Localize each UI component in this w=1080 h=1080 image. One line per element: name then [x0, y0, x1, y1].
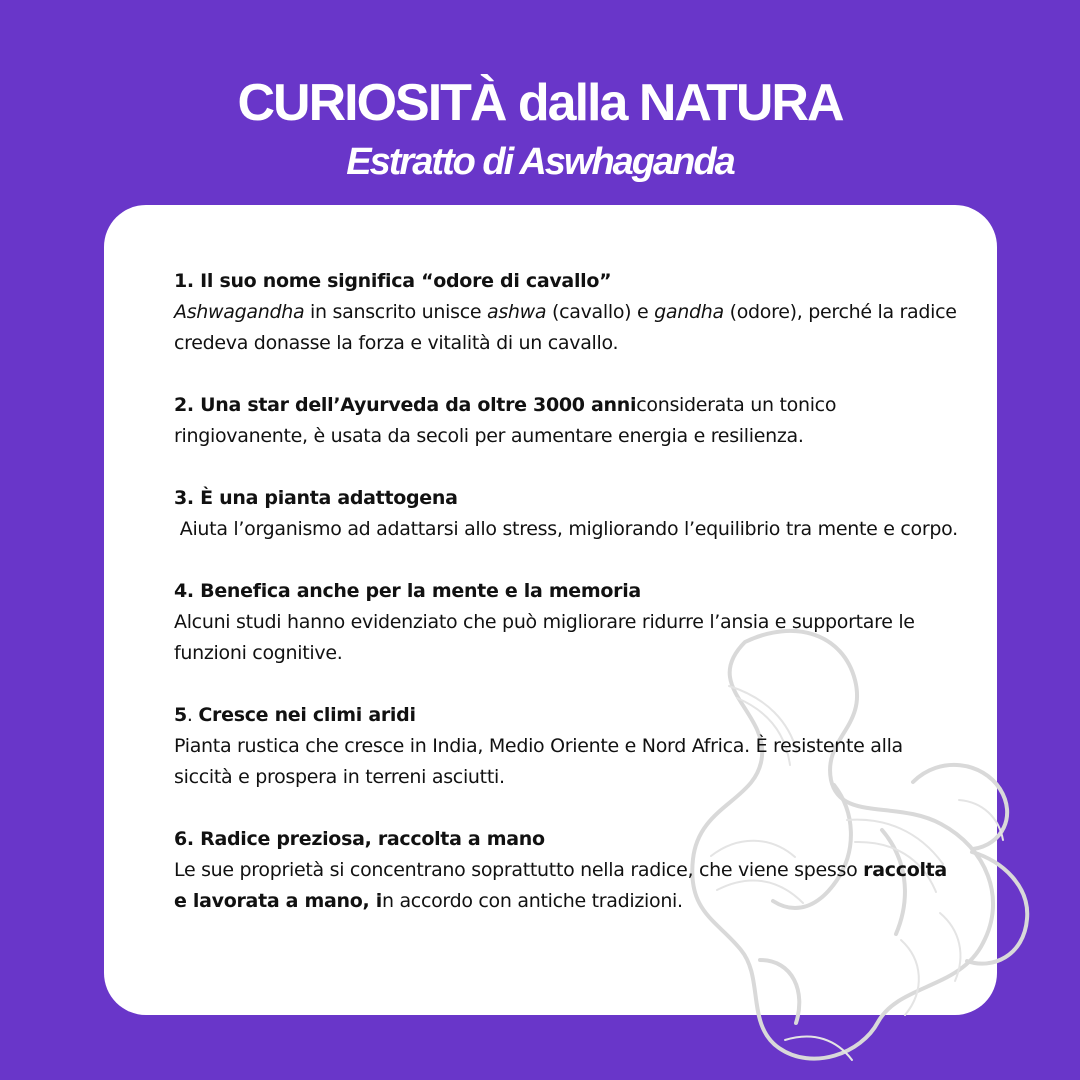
fact-body: Pianta rustica che cresce in India, Medio Oriente e Nord Africa. È resistente alla siccità e prospera in terreni asciutti. [174, 735, 903, 788]
fact-title: 6. Radice preziosa, raccolta a mano [174, 828, 545, 850]
facts-list [174, 266, 964, 948]
fact-item-3 [174, 483, 964, 545]
fact-text: Le sue proprietà si concentrano soprattutto nella radice, che viene spesso [174, 859, 864, 881]
page-title: CURIOSITÀ dalla NATURA [237, 74, 843, 132]
fact-text: (odore), perché la radice credeva donasse la forza e vitalità di un cavallo. [174, 301, 957, 354]
fact-body [174, 297, 964, 359]
header [0, 68, 1080, 186]
fact-title: 3. È una pianta adattogena [174, 487, 458, 509]
fact-body: Aiuta l’organismo ad adattarsi allo stress, migliorando l’equilibrio tra mente e corpo. [174, 518, 958, 540]
page-subtitle: Estratto di Aswhaganda [346, 141, 734, 183]
fact-item-1 [174, 266, 964, 359]
fact-title-dot: . [186, 704, 199, 726]
fact-body [174, 855, 964, 917]
fact-item-4 [174, 576, 964, 669]
fact-number: 5 [174, 704, 187, 726]
fact-term: Ashwagandha [174, 301, 305, 323]
fact-body: Alcuni studi hanno evidenziato che può migliorare ridurre l’ansia e supportare le funzioni cognitive. [174, 611, 915, 664]
fact-bold-text: raccolta e lavorata a mano, i [174, 859, 947, 912]
fact-text: considerata un tonico ringiovanente, è usata da secoli per aumentare energia e resilienza. [174, 394, 837, 447]
fact-text: n accordo con antiche tradizioni. [381, 890, 683, 912]
fact-body [174, 390, 964, 452]
fact-word: gandha [654, 301, 724, 323]
fact-item-2 [174, 390, 964, 452]
fact-item-5 [174, 700, 964, 793]
fact-text: in sanscrito unisce [304, 301, 487, 323]
fact-title: 1. Il suo nome significa “odore di cavallo” [174, 270, 612, 292]
fact-title: 2. Una star dell’Ayurveda da oltre 3000 anni [174, 394, 637, 416]
fact-word: ashwa [486, 301, 547, 323]
fact-title-text: Cresce nei climi aridi [198, 704, 416, 726]
fact-title [174, 700, 964, 731]
fact-item-6 [174, 824, 964, 917]
fact-title: 4. Benefica anche per la mente e la memoria [174, 580, 641, 602]
fact-text: (cavallo) e [546, 301, 655, 323]
